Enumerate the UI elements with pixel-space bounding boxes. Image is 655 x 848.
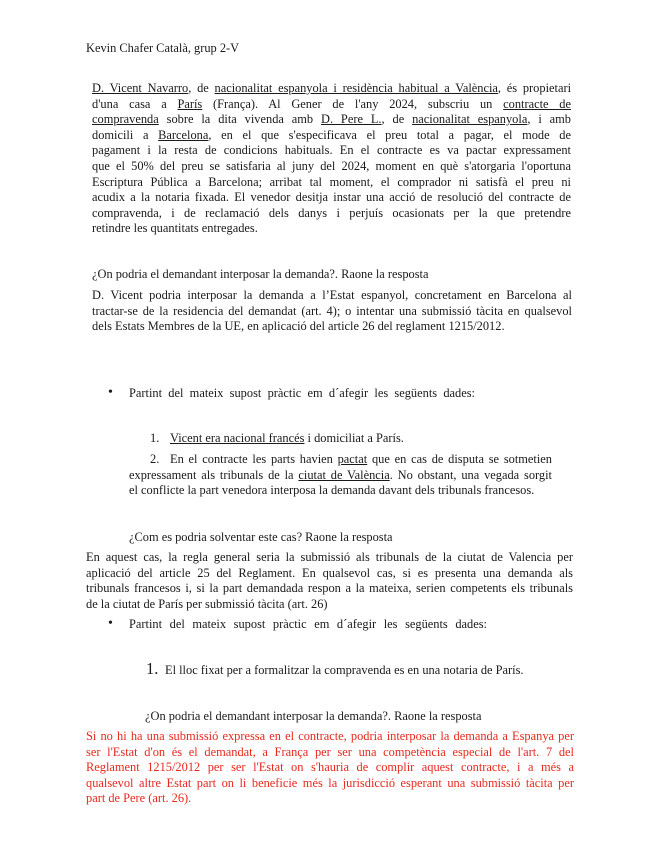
plaintiff-nationality: nacionalitat espanyola i residència habitual a València xyxy=(214,81,498,95)
contract-term: contracte de xyxy=(503,96,571,111)
bullet-2-text: Partint del mateix supost pràctic em d´afegir les següents dades: xyxy=(129,386,475,400)
case-line: pagament i la resta de condicions habituals. En el contracte es va pactar expressament xyxy=(92,143,571,158)
bullet-icon: • xyxy=(108,385,113,400)
list-number: 2. xyxy=(150,452,160,466)
author-header: Kevin Chafer Català, grup 2-V xyxy=(86,41,240,55)
defendant-domicile: Barcelona xyxy=(158,127,209,142)
defendant-nationality: nacionalitat espanyola xyxy=(412,112,528,127)
case-line: compravenda sobre la dita vivenda amb D. Pere L., de nacionalitat espanyola, i amb xyxy=(92,112,571,127)
question-2: ¿Com es podria solventar este cas? Raone la resposta xyxy=(129,530,393,544)
list-number: 1. xyxy=(146,659,159,678)
case-line: retindre les quantitats entregades. xyxy=(92,221,258,236)
list-item-2: En el contracte les parts havien pactat que en cas de disputa se sotmetien expressament als tribunals de la ciutat de València. No obstant, una vegada sorgit el conflicte la part venedora interposa la demanda davant dels tribunals francesos. xyxy=(129,452,553,498)
case-line: D. Vicent Navarro, de nacionalitat espanyola i residència habitual a València, és propietari xyxy=(92,81,572,95)
answer-3: Si no hi ha una submissió expressa en el contracte, podria interposar la demanda a Espanya per ser l'Estat d'on és el demandat, a França per ser una competència especial de l'art. 7 del Reglament 1215/2012 per ser l'Estat on s'hauria de complir aquest contracte, i a més a qualsevol altre Estat part on li beneficie més la jurisdicció esperant una submissió tàcita per part de Pere (art. 26). xyxy=(86,729,574,806)
case-line: domicili a Barcelona, en el que s'especificava el preu total a pagar, el mode de xyxy=(92,127,571,142)
case-line: que el 50% del preu se satisfaria al juny del 2024, moment en què s'atorgaria l'oportuna xyxy=(92,158,571,173)
bullet-icon: • xyxy=(108,616,113,631)
contract-term-cont: compravenda xyxy=(92,112,159,127)
case-line: d'una casa a París (França). Al Gener de l'any 2024, subscriu un contracte de xyxy=(92,96,571,111)
answer-2: En aquest cas, la regla general seria la submissió als tribunals de la ciutat de Valencia per aplicació del article 25 del Reglament. En qualsevol cas, si es presenta una demanda als tribunals francesos i, si la part demandada respon a la mateixa, serien competents els tribunals de la ciutat de París per submissió tàcita (art. 26) xyxy=(86,550,573,611)
case-line: acudix a la notaria fixada. El venedor desitja instar una acció de resolució del contracte de xyxy=(92,190,571,205)
list-number: 1. xyxy=(150,431,160,445)
answer-1: D. Vicent podria interposar la demanda a l’Estat espanyol, concretament en Barcelona al tractar-se de la residencia del demandat (art. 4); o intentar una submissió tàcita en qualsevol dels Estats Membres de la UE, en aplicació del article 26 del reglament 1215/2012. xyxy=(92,288,572,334)
case-line: Escriptura Pública a Barcelona; arribat tal moment, el comprador ni satisfà el preu ni xyxy=(92,174,571,189)
defendant-name: D. Pere L. xyxy=(321,112,382,127)
property-location: París xyxy=(177,96,203,111)
list-item-1: Vicent era nacional francés i domiciliat a París. xyxy=(170,431,404,445)
list-item-3-1: El lloc fixat per a formalitzar la compravenda es en una notaria de París. xyxy=(165,663,524,677)
case-line: compravenda, i de reclamació dels danys i perjuís ocasionats per la que pretendre xyxy=(92,205,571,220)
plaintiff-name: D. Vicent Navarro xyxy=(92,81,189,95)
question-3: ¿On podria el demandant interposar la demanda?. Raone la resposta xyxy=(145,709,482,723)
case-facts-paragraph xyxy=(92,81,571,237)
question-1: ¿On podria el demandant interposar la demanda?. Raone la resposta xyxy=(92,267,429,281)
bullet-3-text: Partint del mateix supost pràctic em d´afegir les següents dades: xyxy=(129,617,487,631)
